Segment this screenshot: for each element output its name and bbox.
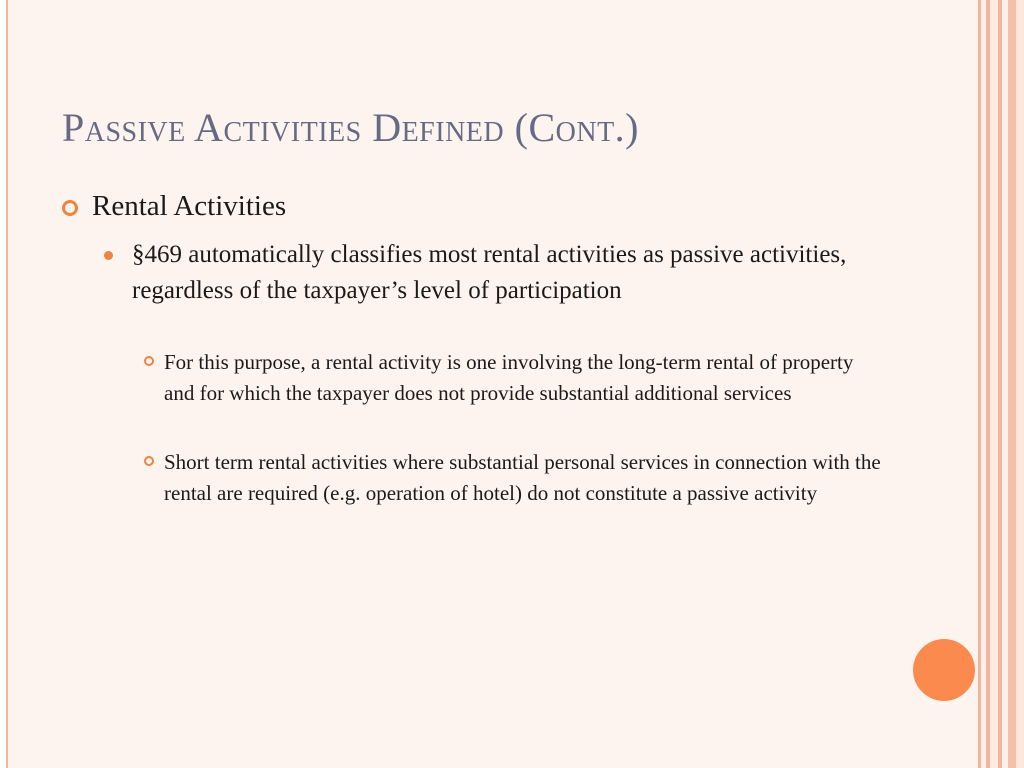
right-decorative-stripe xyxy=(1008,0,1016,768)
bullet-text: §469 automatically classifies most rental activities as passive activities, regardless of the taxpayer’s level of participation xyxy=(132,241,847,304)
bullet-text: Short term rental activities where substantial personal services in connection with the rental are required (e.g. operation of hotel) do not constitute a passive activity xyxy=(164,450,881,505)
bullet-level-3 xyxy=(144,447,884,508)
slide-title: Passive Activities Defined (Cont.) xyxy=(62,105,639,150)
hollow-circle-bullet-icon xyxy=(144,356,154,366)
bullet-level-1 xyxy=(62,188,922,224)
hollow-circle-bullet-icon xyxy=(62,200,78,216)
right-decorative-stripe xyxy=(1016,0,1024,768)
decorative-circle xyxy=(913,639,975,701)
bullet-text: Rental Activities xyxy=(92,190,287,222)
bullet-level-3 xyxy=(144,347,884,408)
hollow-circle-bullet-icon xyxy=(144,456,154,466)
bullet-text: For this purpose, a rental activity is one involving the long-term rental of property and for which the taxpayer does not provide substantial additional services xyxy=(164,350,854,405)
bullet-level-2 xyxy=(104,237,884,309)
right-decorative-stripe xyxy=(990,0,998,768)
filled-circle-bullet-icon xyxy=(104,251,113,260)
